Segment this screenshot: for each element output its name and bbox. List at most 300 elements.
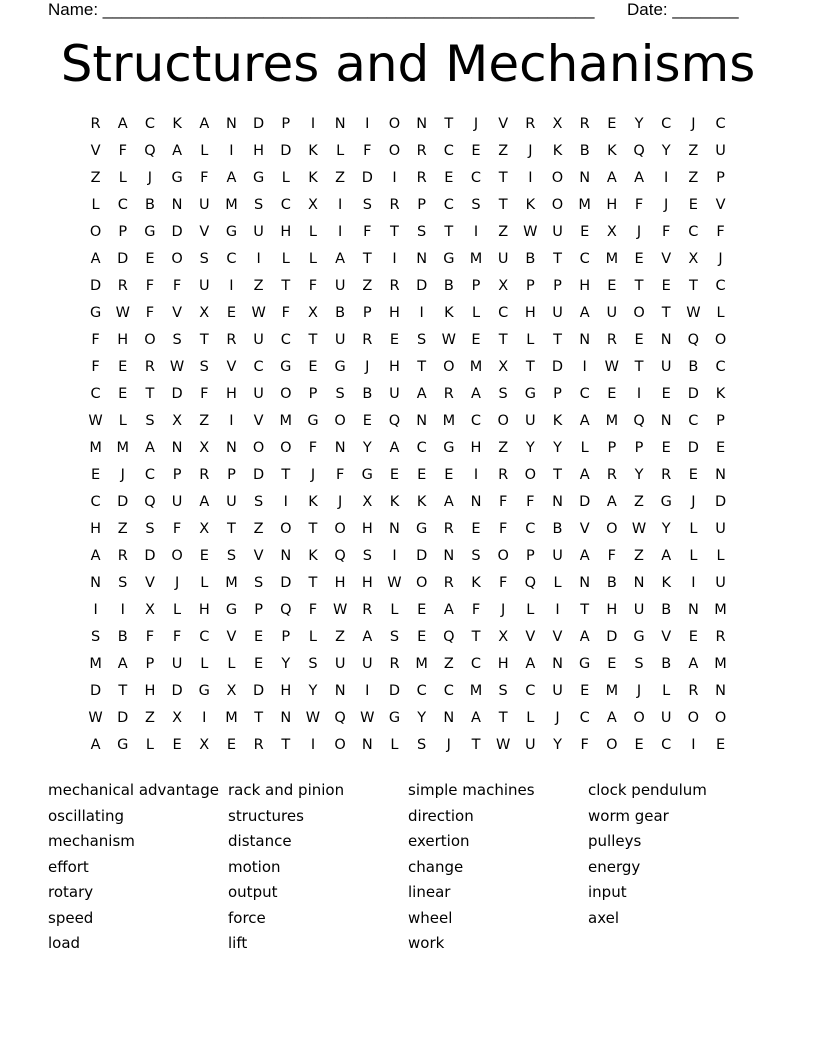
grid-letter[interactable]: V	[226, 359, 237, 375]
grid-letter[interactable]: O	[280, 386, 292, 402]
grid-letter[interactable]: O	[606, 737, 618, 753]
grid-letter[interactable]: E	[308, 359, 318, 375]
grid-letter[interactable]: G	[660, 494, 672, 510]
grid-letter[interactable]: R	[498, 467, 509, 483]
grid-letter[interactable]: E	[607, 386, 617, 402]
grid-letter[interactable]: L	[173, 602, 182, 618]
grid-letter[interactable]: L	[580, 440, 589, 456]
grid-letter[interactable]: O	[606, 521, 618, 537]
grid-letter[interactable]: R	[389, 278, 400, 294]
grid-letter[interactable]: M	[578, 197, 591, 213]
grid-letter[interactable]: J	[636, 683, 642, 699]
grid-letter[interactable]: V	[661, 251, 672, 267]
grid-letter[interactable]: Z	[90, 170, 101, 186]
grid-letter[interactable]: A	[199, 116, 210, 132]
grid-letter[interactable]: M	[469, 683, 483, 699]
grid-letter[interactable]: U	[715, 521, 726, 537]
grid-letter[interactable]: N	[715, 467, 726, 483]
grid-letter[interactable]: J	[528, 143, 533, 159]
grid-letter[interactable]: C	[688, 413, 699, 429]
grid-letter[interactable]: Q	[280, 602, 292, 618]
grid-letter[interactable]: K	[416, 494, 427, 510]
grid-letter[interactable]: O	[334, 521, 346, 537]
grid-letter[interactable]: X	[199, 737, 210, 753]
grid-letter[interactable]: M	[605, 251, 619, 267]
grid-letter[interactable]: U	[552, 548, 563, 564]
grid-letter[interactable]: G	[443, 251, 455, 267]
grid-letter[interactable]: X	[498, 359, 509, 375]
grid-letter[interactable]: B	[443, 278, 454, 294]
grid-letter[interactable]: G	[280, 359, 292, 375]
grid-letter[interactable]: K	[172, 116, 182, 132]
grid-letter[interactable]: E	[471, 521, 481, 537]
grid-letter[interactable]: L	[308, 251, 317, 267]
grid-letter[interactable]: R	[362, 602, 373, 618]
grid-letter[interactable]: C	[579, 251, 590, 267]
grid-letter[interactable]: E	[634, 251, 644, 267]
grid-letter[interactable]: J	[365, 359, 370, 375]
grid-letter[interactable]: E	[444, 467, 454, 483]
grid-letter[interactable]: S	[417, 332, 427, 348]
grid-letter[interactable]: V	[579, 521, 590, 537]
grid-letter[interactable]: K	[471, 575, 481, 591]
grid-letter[interactable]: F	[498, 575, 508, 591]
grid-letter[interactable]: B	[661, 656, 672, 672]
grid-letter[interactable]: Q	[144, 143, 156, 159]
grid-letter[interactable]: Y	[417, 710, 427, 726]
grid-letter[interactable]: N	[416, 413, 428, 429]
grid-letter[interactable]: D	[171, 224, 183, 240]
grid-letter[interactable]: L	[200, 575, 209, 591]
grid-letter[interactable]: R	[443, 575, 454, 591]
grid-letter[interactable]: R	[579, 116, 590, 132]
grid-letter[interactable]: W	[169, 359, 185, 375]
grid-letter[interactable]: T	[471, 737, 481, 753]
grid-letter[interactable]: E	[688, 197, 698, 213]
grid-letter[interactable]: U	[660, 359, 672, 375]
grid-letter[interactable]: L	[308, 629, 317, 645]
grid-letter[interactable]: V	[552, 629, 563, 645]
grid-letter[interactable]: R	[144, 359, 155, 375]
grid-letter[interactable]: F	[200, 386, 209, 402]
grid-letter[interactable]: D	[416, 548, 428, 564]
grid-letter[interactable]: H	[90, 521, 102, 537]
grid-letter[interactable]: B	[552, 521, 563, 537]
grid-letter[interactable]: O	[443, 359, 455, 375]
grid-letter[interactable]: P	[525, 278, 535, 294]
grid-letter[interactable]: H	[361, 575, 373, 591]
grid-letter[interactable]: M	[89, 440, 102, 456]
grid-letter[interactable]: R	[416, 170, 427, 186]
grid-letter[interactable]: E	[607, 116, 617, 132]
grid-letter[interactable]: B	[661, 602, 672, 618]
grid-letter[interactable]: F	[607, 548, 617, 564]
grid-letter[interactable]: D	[280, 575, 292, 591]
grid-letter[interactable]: H	[389, 305, 400, 321]
grid-letter[interactable]: L	[308, 224, 317, 240]
grid-letter[interactable]: N	[334, 116, 346, 132]
grid-letter[interactable]: L	[145, 737, 154, 753]
grid-letter[interactable]: X	[172, 710, 183, 726]
grid-letter[interactable]: Y	[281, 656, 291, 672]
grid-letter[interactable]: U	[497, 251, 509, 267]
grid-letter[interactable]: D	[253, 467, 265, 483]
grid-letter[interactable]: F	[308, 440, 318, 456]
grid-letter[interactable]: K	[389, 494, 400, 510]
grid-letter[interactable]: A	[362, 629, 373, 645]
grid-letter[interactable]: L	[662, 683, 671, 699]
grid-letter[interactable]: N	[470, 494, 482, 510]
grid-letter[interactable]: K	[715, 386, 726, 402]
grid-letter[interactable]: O	[415, 575, 428, 591]
grid-letter[interactable]: A	[661, 548, 672, 564]
grid-letter[interactable]: E	[389, 467, 400, 483]
grid-letter[interactable]: S	[634, 656, 644, 672]
grid-letter[interactable]: V	[525, 629, 536, 645]
grid-letter[interactable]: N	[552, 656, 563, 672]
grid-letter[interactable]: V	[199, 224, 210, 240]
grid-letter[interactable]: G	[225, 602, 238, 618]
grid-letter[interactable]: U	[715, 575, 726, 591]
grid-letter[interactable]: L	[200, 143, 209, 159]
grid-letter[interactable]: P	[362, 305, 372, 321]
grid-letter[interactable]: A	[579, 467, 590, 483]
grid-letter[interactable]: A	[634, 170, 644, 186]
grid-letter[interactable]: M	[225, 575, 238, 591]
grid-letter[interactable]: L	[390, 602, 399, 618]
grid-letter[interactable]: C	[470, 656, 482, 672]
grid-letter[interactable]: N	[280, 548, 292, 564]
grid-letter[interactable]: A	[335, 251, 346, 267]
grid-letter[interactable]: U	[361, 656, 373, 672]
grid-letter[interactable]: K	[525, 197, 536, 213]
grid-letter[interactable]: F	[363, 143, 372, 159]
grid-letter[interactable]: V	[90, 143, 101, 159]
grid-letter[interactable]: L	[716, 548, 725, 564]
grid-letter[interactable]: E	[634, 737, 644, 753]
grid-letter[interactable]: K	[308, 494, 318, 510]
grid-letter[interactable]: T	[553, 251, 562, 267]
grid-letter[interactable]: E	[688, 467, 698, 483]
grid-letter[interactable]: C	[280, 197, 291, 213]
grid-letter[interactable]: D	[416, 278, 428, 294]
grid-letter[interactable]: U	[715, 143, 726, 159]
grid-letter[interactable]: N	[171, 197, 183, 213]
grid-letter[interactable]: S	[389, 629, 400, 645]
grid-letter[interactable]: E	[417, 467, 427, 483]
grid-letter[interactable]: U	[334, 332, 346, 348]
grid-letter[interactable]: S	[498, 683, 508, 699]
grid-letter[interactable]: P	[145, 656, 155, 672]
grid-letter[interactable]: K	[444, 305, 454, 321]
grid-letter[interactable]: I	[337, 197, 343, 213]
grid-letter[interactable]: J	[691, 116, 696, 132]
grid-letter[interactable]: T	[308, 332, 318, 348]
grid-letter[interactable]: F	[363, 224, 372, 240]
grid-letter[interactable]: D	[714, 494, 727, 510]
grid-letter[interactable]: N	[579, 332, 591, 348]
grid-letter[interactable]: Z	[498, 143, 509, 159]
grid-letter[interactable]: M	[714, 602, 727, 618]
grid-letter[interactable]: V	[226, 629, 237, 645]
grid-letter[interactable]: J	[501, 602, 506, 618]
grid-letter[interactable]: L	[91, 197, 100, 213]
grid-letter[interactable]: A	[443, 602, 454, 618]
grid-letter[interactable]: N	[280, 710, 292, 726]
grid-letter[interactable]: E	[362, 413, 372, 429]
grid-letter[interactable]: L	[526, 602, 535, 618]
grid-letter[interactable]: O	[334, 737, 346, 753]
grid-letter[interactable]: F	[172, 521, 182, 537]
grid-letter[interactable]: R	[389, 656, 400, 672]
grid-letter[interactable]: T	[444, 116, 454, 132]
grid-letter[interactable]: S	[417, 224, 427, 240]
grid-letter[interactable]: R	[199, 467, 210, 483]
grid-letter[interactable]: E	[417, 629, 427, 645]
grid-letter[interactable]: F	[498, 521, 508, 537]
grid-letter[interactable]: O	[144, 332, 156, 348]
grid-letter[interactable]: N	[226, 116, 237, 132]
grid-letter[interactable]: N	[715, 683, 726, 699]
grid-letter[interactable]: E	[688, 629, 698, 645]
grid-letter[interactable]: D	[90, 683, 102, 699]
grid-letter[interactable]: I	[256, 251, 261, 267]
grid-letter[interactable]: X	[199, 521, 210, 537]
grid-letter[interactable]: I	[691, 737, 696, 753]
grid-letter[interactable]: H	[225, 386, 237, 402]
grid-letter[interactable]: A	[90, 251, 101, 267]
grid-letter[interactable]: C	[579, 386, 590, 402]
grid-letter[interactable]: B	[525, 251, 536, 267]
grid-letter[interactable]: R	[443, 521, 454, 537]
grid-letter[interactable]: C	[443, 683, 454, 699]
grid-letter[interactable]: L	[200, 656, 209, 672]
grid-letter[interactable]: C	[90, 386, 101, 402]
grid-letter[interactable]: L	[526, 332, 535, 348]
grid-letter[interactable]: L	[118, 413, 127, 429]
grid-letter[interactable]: A	[606, 494, 617, 510]
grid-letter[interactable]: J	[664, 197, 669, 213]
grid-letter[interactable]: J	[718, 251, 723, 267]
grid-letter[interactable]: R	[362, 332, 373, 348]
grid-letter[interactable]: H	[606, 197, 618, 213]
grid-letter[interactable]: H	[497, 656, 509, 672]
grid-letter[interactable]: A	[226, 170, 237, 186]
grid-letter[interactable]: D	[171, 386, 183, 402]
grid-letter[interactable]: I	[473, 224, 479, 240]
grid-letter[interactable]: I	[310, 116, 316, 132]
grid-letter[interactable]: S	[254, 197, 264, 213]
grid-letter[interactable]: X	[552, 116, 563, 132]
grid-letter[interactable]: O	[280, 521, 292, 537]
grid-letter[interactable]: A	[443, 494, 454, 510]
grid-letter[interactable]: F	[172, 629, 182, 645]
grid-letter[interactable]: E	[118, 386, 128, 402]
grid-letter[interactable]: O	[633, 305, 645, 321]
grid-letter[interactable]: A	[525, 656, 536, 672]
grid-letter[interactable]: W	[495, 737, 511, 753]
grid-letter[interactable]: Z	[498, 440, 509, 456]
grid-letter[interactable]: O	[252, 440, 265, 456]
grid-letter[interactable]: M	[469, 251, 483, 267]
grid-letter[interactable]: I	[636, 386, 642, 402]
grid-letter[interactable]: P	[525, 548, 535, 564]
grid-letter[interactable]: I	[691, 575, 696, 591]
grid-letter[interactable]: E	[389, 332, 400, 348]
grid-letter[interactable]: U	[389, 386, 400, 402]
grid-letter[interactable]: Z	[688, 143, 699, 159]
grid-letter[interactable]: N	[687, 602, 699, 618]
grid-letter[interactable]: E	[254, 629, 264, 645]
grid-letter[interactable]: A	[389, 440, 400, 456]
grid-letter[interactable]: T	[227, 521, 236, 537]
grid-letter[interactable]: Z	[335, 170, 346, 186]
grid-letter[interactable]: M	[89, 656, 102, 672]
grid-letter[interactable]: I	[473, 467, 479, 483]
grid-letter[interactable]: U	[552, 224, 563, 240]
grid-letter[interactable]: F	[145, 629, 155, 645]
grid-letter[interactable]: H	[606, 602, 618, 618]
grid-letter[interactable]: I	[392, 548, 397, 564]
grid-letter[interactable]: F	[200, 170, 209, 186]
grid-letter[interactable]: U	[552, 683, 563, 699]
grid-letter[interactable]: D	[253, 683, 265, 699]
grid-letter[interactable]: J	[310, 467, 316, 483]
grid-letter[interactable]: E	[580, 224, 590, 240]
grid-letter[interactable]: O	[334, 413, 346, 429]
grid-letter[interactable]: E	[634, 332, 644, 348]
grid-letter[interactable]: F	[308, 602, 318, 618]
grid-letter[interactable]: M	[442, 413, 456, 429]
grid-letter[interactable]: E	[471, 332, 481, 348]
grid-letter[interactable]: U	[525, 413, 536, 429]
grid-letter[interactable]: H	[280, 224, 292, 240]
grid-letter[interactable]: N	[334, 440, 346, 456]
grid-letter[interactable]: L	[118, 170, 127, 186]
grid-letter[interactable]: T	[199, 332, 209, 348]
grid-letter[interactable]: M	[605, 413, 619, 429]
grid-letter[interactable]: U	[660, 710, 672, 726]
grid-letter[interactable]: P	[281, 629, 291, 645]
grid-letter[interactable]: E	[226, 305, 237, 321]
grid-letter[interactable]: B	[117, 629, 128, 645]
grid-letter[interactable]: E	[172, 737, 182, 753]
grid-letter[interactable]: E	[226, 737, 237, 753]
grid-letter[interactable]: B	[335, 305, 346, 321]
grid-letter[interactable]: R	[226, 332, 237, 348]
grid-letter[interactable]: V	[498, 116, 509, 132]
grid-letter[interactable]: Z	[688, 170, 699, 186]
grid-letter[interactable]: X	[362, 494, 373, 510]
grid-letter[interactable]: T	[118, 683, 128, 699]
grid-letter[interactable]: G	[89, 305, 102, 321]
grid-letter[interactable]: R	[389, 197, 400, 213]
grid-letter[interactable]: P	[471, 278, 481, 294]
grid-letter[interactable]: O	[388, 116, 401, 132]
grid-letter[interactable]: U	[552, 305, 563, 321]
grid-letter[interactable]: D	[551, 359, 564, 375]
grid-letter[interactable]: K	[308, 548, 318, 564]
grid-letter[interactable]: H	[117, 332, 129, 348]
grid-letter[interactable]: Z	[634, 494, 644, 510]
grid-letter[interactable]: O	[280, 440, 292, 456]
grid-letter[interactable]: H	[470, 440, 482, 456]
grid-letter[interactable]: C	[525, 521, 536, 537]
grid-letter[interactable]: G	[252, 170, 265, 186]
grid-letter[interactable]: J	[120, 467, 125, 483]
grid-letter[interactable]: N	[443, 710, 455, 726]
grid-letter[interactable]: H	[334, 575, 346, 591]
grid-letter[interactable]: H	[524, 305, 536, 321]
grid-letter[interactable]: A	[688, 656, 699, 672]
grid-letter[interactable]: S	[90, 629, 101, 645]
grid-letter[interactable]: S	[362, 197, 372, 213]
grid-letter[interactable]: D	[606, 629, 618, 645]
grid-letter[interactable]: I	[283, 494, 288, 510]
grid-letter[interactable]: M	[469, 359, 483, 375]
grid-letter[interactable]: K	[552, 413, 563, 429]
grid-letter[interactable]: C	[715, 278, 726, 294]
grid-letter[interactable]: Y	[634, 467, 644, 483]
grid-letter[interactable]: M	[225, 710, 238, 726]
grid-letter[interactable]: Q	[524, 575, 537, 591]
grid-letter[interactable]: A	[471, 710, 481, 726]
grid-letter[interactable]: T	[525, 359, 535, 375]
grid-letter[interactable]: D	[171, 683, 183, 699]
grid-letter[interactable]: A	[606, 710, 617, 726]
grid-letter[interactable]: I	[528, 170, 533, 186]
grid-letter[interactable]: Q	[334, 710, 346, 726]
grid-letter[interactable]: C	[117, 197, 128, 213]
grid-letter[interactable]: S	[471, 197, 481, 213]
grid-letter[interactable]: E	[254, 656, 264, 672]
grid-letter[interactable]: G	[334, 359, 346, 375]
grid-letter[interactable]: T	[390, 224, 399, 240]
grid-letter[interactable]: C	[443, 197, 454, 213]
grid-letter[interactable]: L	[526, 710, 535, 726]
grid-letter[interactable]: L	[281, 251, 290, 267]
grid-letter[interactable]: O	[89, 224, 102, 240]
grid-letter[interactable]: E	[417, 602, 427, 618]
grid-letter[interactable]: I	[337, 224, 343, 240]
grid-letter[interactable]: O	[551, 197, 564, 213]
grid-letter[interactable]: A	[579, 413, 590, 429]
grid-letter[interactable]: X	[172, 413, 183, 429]
grid-letter[interactable]: I	[365, 116, 370, 132]
grid-letter[interactable]: U	[606, 305, 618, 321]
grid-letter[interactable]: N	[416, 251, 428, 267]
grid-letter[interactable]: C	[661, 737, 672, 753]
grid-letter[interactable]: G	[225, 224, 238, 240]
grid-letter[interactable]: C	[525, 683, 536, 699]
grid-letter[interactable]: G	[633, 629, 645, 645]
grid-letter[interactable]: Y	[308, 683, 318, 699]
grid-letter[interactable]: A	[117, 116, 128, 132]
grid-letter[interactable]: L	[390, 737, 399, 753]
grid-letter[interactable]: E	[661, 278, 671, 294]
grid-letter[interactable]: U	[198, 197, 210, 213]
grid-letter[interactable]: L	[471, 305, 481, 321]
grid-letter[interactable]: I	[582, 359, 587, 375]
grid-letter[interactable]: Q	[633, 143, 645, 159]
grid-letter[interactable]: X	[144, 602, 155, 618]
grid-letter[interactable]: J	[446, 737, 451, 753]
grid-letter[interactable]: U	[334, 656, 346, 672]
grid-letter[interactable]: N	[90, 575, 102, 591]
grid-letter[interactable]: O	[687, 710, 700, 726]
grid-letter[interactable]: X	[606, 224, 617, 240]
grid-letter[interactable]: U	[633, 602, 645, 618]
